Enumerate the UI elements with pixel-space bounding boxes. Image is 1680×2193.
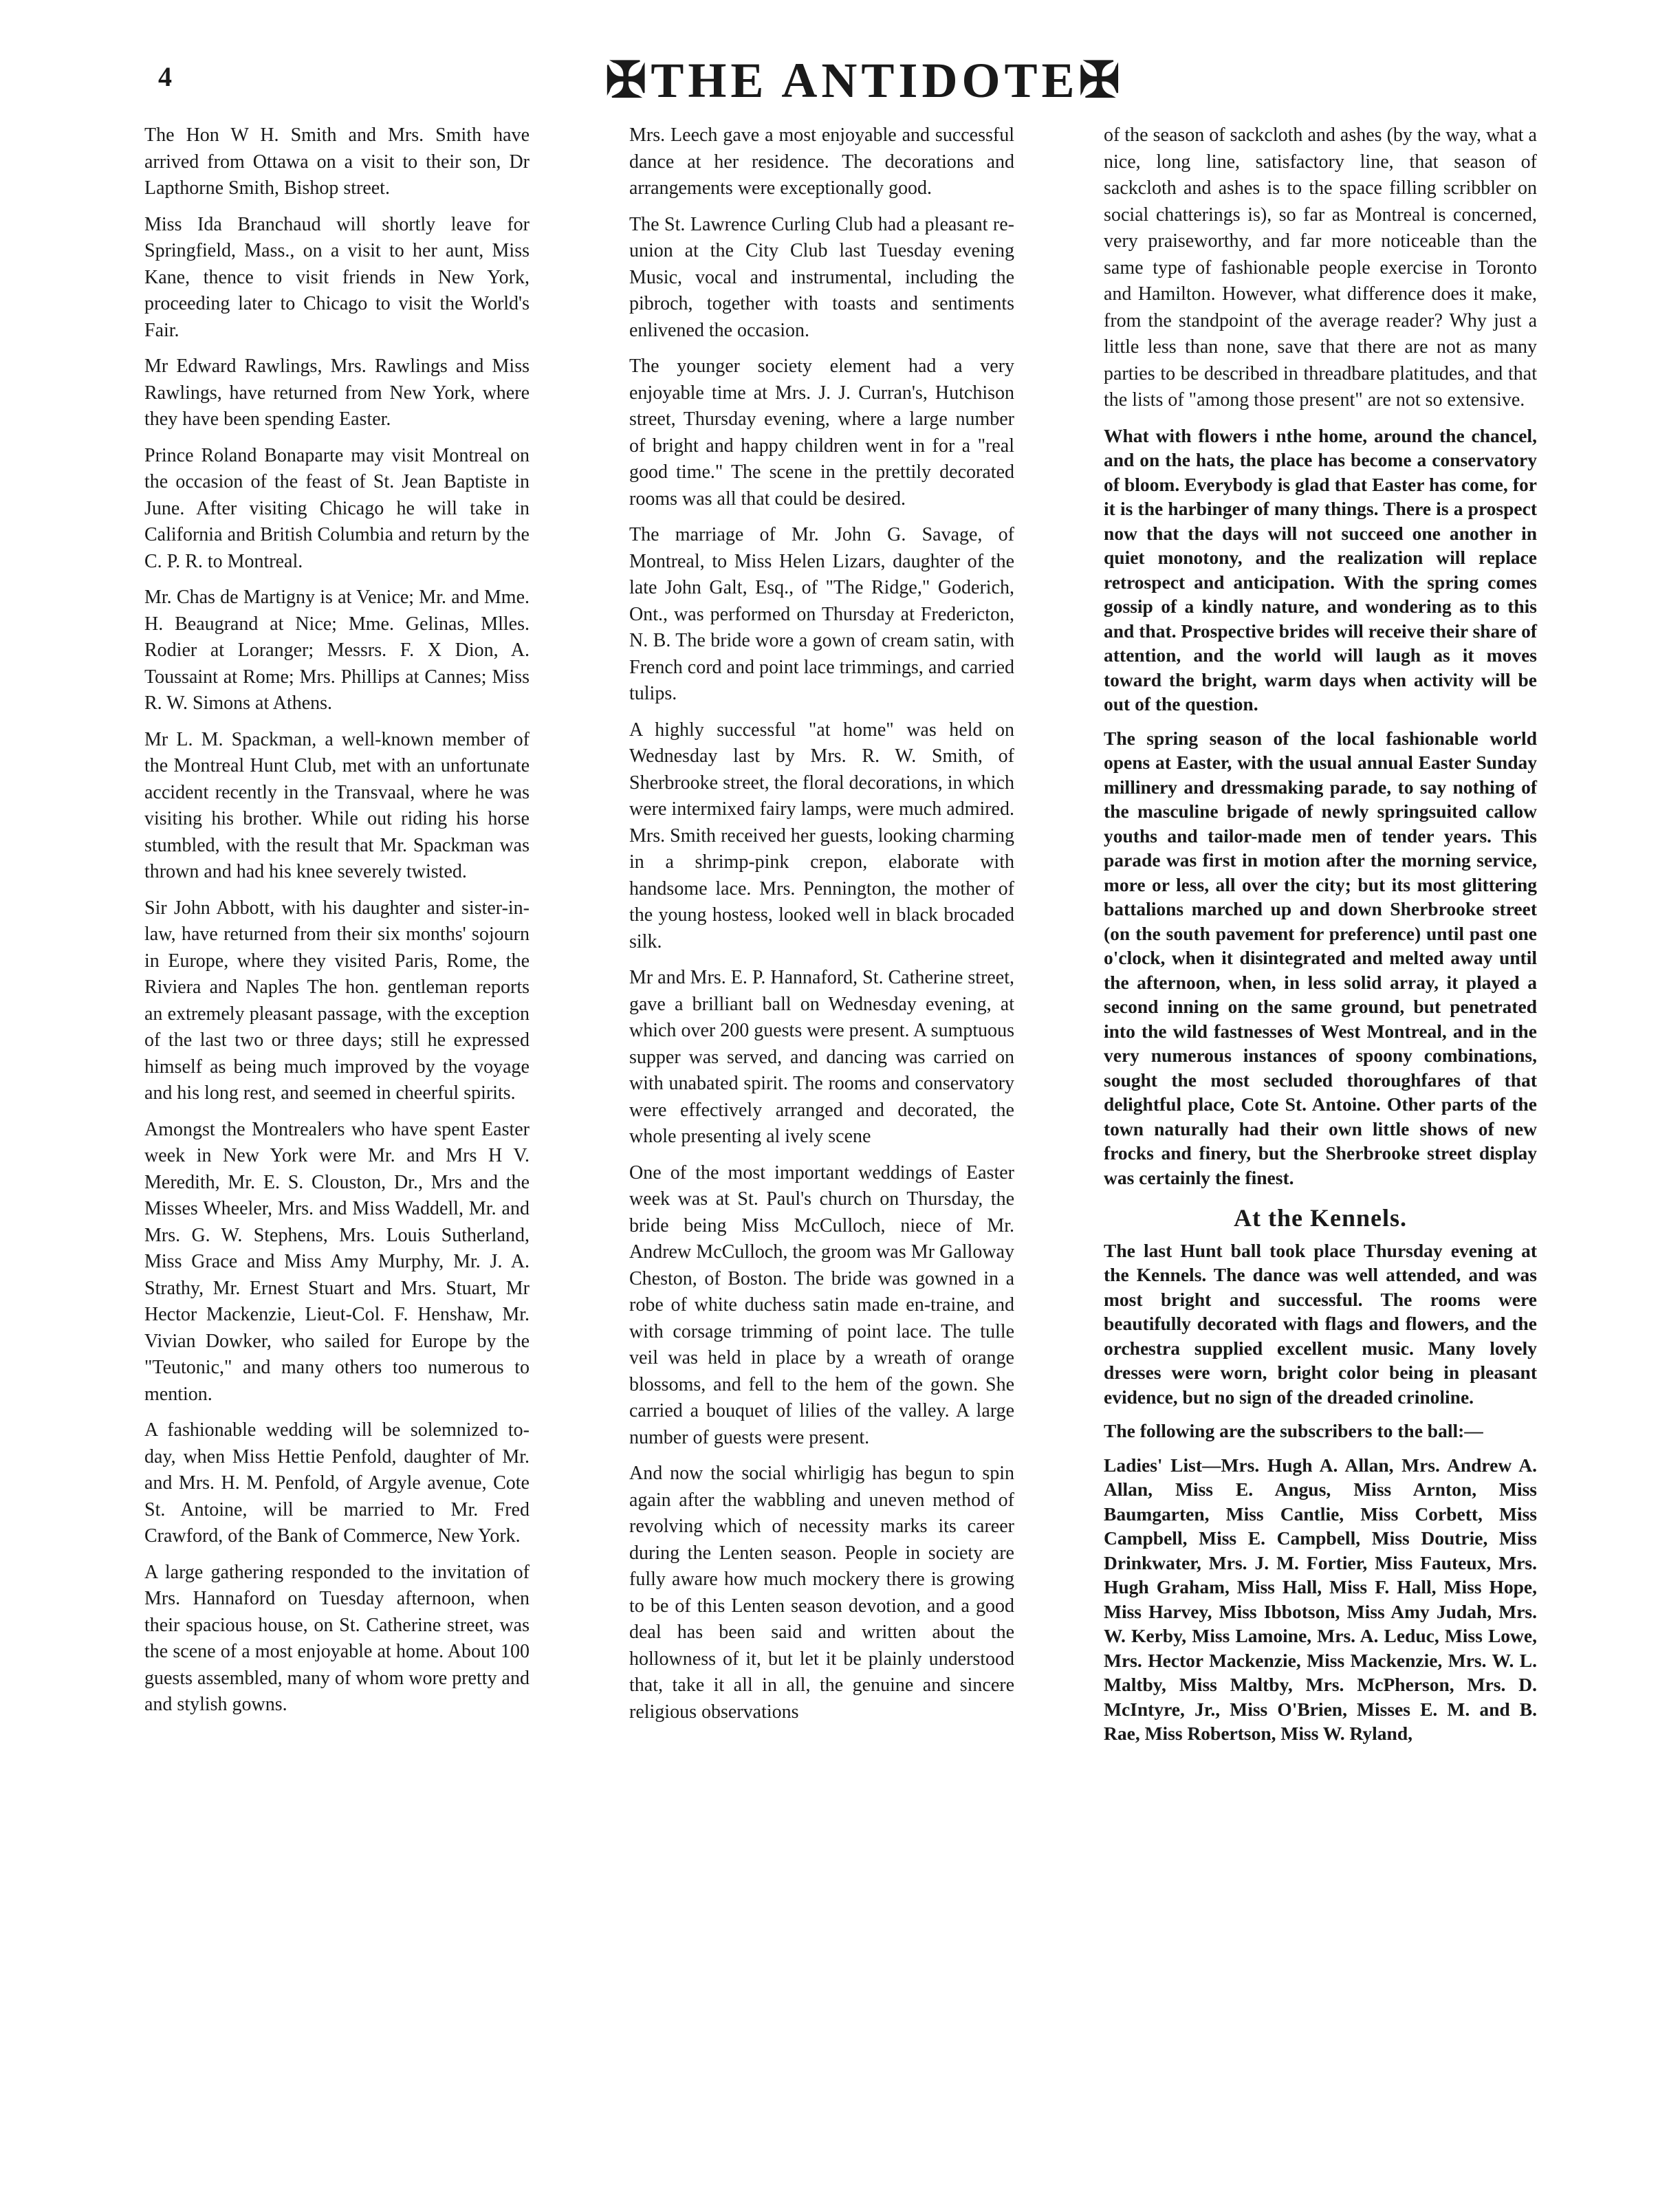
- article-paragraph: The younger society element had a very enjoyable time at Mrs. J. J. Curran's, Hutchison street, Thursday evening, where a large number of bright and happy children went in for a "real good time." The scene in the prettily decorated rooms was all that could be desired.: [629, 356, 1014, 510]
- article-paragraph: Mr Edward Rawlings, Mrs. Rawlings and Miss Rawlings, have returned from New York, where they have been spending Easter.: [144, 356, 530, 430]
- article-paragraph: Sir John Abbott, with his daughter and sister-in-law, have returned from their six months' sojourn in Europe, where they visited Paris, Rome, the Riviera and Naples The hon. gentleman reports an extremely pleasant passage, with the exception of the last two or three days; still he expressed himself as being much improved by the voyage and his long rest, and seemed in cheerful spirits.: [144, 897, 530, 1104]
- article-paragraph: Mr. Chas de Martigny is at Venice; Mr. and Mme. H. Beaugrand at Nice; Mme. Gelinas, Mlles. Rodier at Loranger; Messrs. F. X Dion, A. Toussaint at Rome; Mrs. Phillips at Cannes; Miss R. W. Simons at Athens.: [144, 587, 530, 714]
- article-paragraph: Miss Ida Branchaud will shortly leave for Springfield, Mass., on a visit to her aunt, Miss Kane, thence to visit friends in New York, proceeding later to Chicago to visit the World's Fair.: [144, 213, 530, 341]
- section-heading-kennels: At the Kennels.: [1234, 1204, 1407, 1232]
- column-3: [1104, 122, 1537, 1756]
- article-paragraph: Prince Roland Bonaparte may visit Montreal on the occasion of the feast of St. Jean Baptiste in June. After visiting Chicago he will take in California and British Columbia and return by the C. P. R. to Montreal.: [144, 444, 530, 572]
- article-paragraph: A large gathering responded to the invitation of Mrs. Hannaford on Tuesday afternoon, when their spacious house, on St. Catherine street, was the scene of a most enjoyable at home. About 100 guests assembled, many of whom wore pretty and and stylish gowns.: [144, 1561, 530, 1715]
- article-paragraph: The marriage of Mr. John G. Savage, of Montreal, to Miss Helen Lizars, daughter of the late John Galt, Esq., of "The Ridge," Goderich, Ont., was performed on Thursday at Fredericton, N. B. The bride wore a gown of cream satin, with French cord and point lace trimmings, and carried tulips.: [629, 524, 1014, 704]
- article-paragraph: of the season of sackcloth and ashes (by the way, what a nice, long line, satisfactory line, that season of sackcloth and ashes is to the space filling scribbler on social chatterings is), so far as Montreal is concerned, very praiseworthy, and far more noticeable than the same type of fashionable people exercise in Toronto and Hamilton. However, what difference does it make, from the standpoint of the average reader? Why just a little less than none, save that there are not as many parties to be described in threadbare platitudes, and that the lists of "among those present" are not so extensive.: [1104, 124, 1537, 411]
- article-paragraph: The Hon W H. Smith and Mrs. Smith have arrived from Ottawa on a visit to their son, Dr Lapthorne Smith, Bishop street.: [144, 124, 530, 199]
- article-paragraph: And now the social whirligig has begun to spin again after the wabbling and uneven method of revolving which of necessity marks its career during the Lenten season. People in society are fully aware how much mockery there is growing to be of this Lenten season devotion, and a good deal has been said and written about the hollowness of it, but let it be plainly understood that, take it all in all, the genuine and sincere religious observations: [629, 1463, 1014, 1723]
- article-paragraph: Amongst the Montrealers who have spent Easter week in New York were Mr. and Mrs H V. Meredith, Mr. E. S. Clouston, Dr., Mrs and the Misses Wheeler, Mrs. and Miss Waddell, Mr. and Mrs. G. W. Stephens, Mrs. Louis Sutherland, Miss Grace and Miss Amy Murphy, Mr. J. A. Strathy, Mr. Ernest Stuart and Mrs. Stuart, Mr Hector Mackenzie, Lieut-Col. F. Henshaw, Mr. Vivian Dowker, who sailed for Europe by the "Teutonic," and many others too numerous to mention.: [144, 1118, 530, 1405]
- article-paragraph: Mrs. Leech gave a most enjoyable and successful dance at her residence. The decorations and arrangements were exceptionally good.: [629, 124, 1014, 199]
- article-paragraph: The following are the subscribers to the ball:—: [1104, 1420, 1483, 1441]
- article-paragraph: One of the most important weddings of Easter week was at St. Paul's church on Thursday, the bride being Miss McCulloch, niece of Mr. Andrew McCulloch, the groom was Mr Galloway Cheston, of Boston. The bride was gowned in a robe of white duchess satin made en-traine, and with corsage trimming of point lace. The tulle veil was held in place by a wreath of orange blossoms, and fell to the hem of the gown. She carried a bouquet of lilies of the valley. A large number of guests were present.: [629, 1161, 1014, 1448]
- column-1: [144, 122, 530, 1728]
- article-paragraph: A highly successful "at home" was held on Wednesday last by Mrs. R. W. Smith, of Sherbrooke street, the floral decorations, in which were intermixed fairy lamps, were much admired. Mrs. Smith received her guests, looking charming in a shrimp-pink crepon, elaborate with handsome lace. Mrs. Pennington, the mother of the young hostess, looked well in black brocaded silk.: [629, 719, 1014, 952]
- article-paragraph: The St. Lawrence Curling Club had a pleasant re-union at the City Club last Tuesday evening Music, vocal and instrumental, including the pibroch, together with toasts and sentiments enlivened the occasion.: [629, 213, 1014, 341]
- subscriber-list: Ladies' List—Mrs. Hugh A. Allan, Mrs. Andrew A. Allan, Miss E. Angus, Miss Arnton, Miss Baumgarten, Miss Cantlie, Miss Corbett, Miss Campbell, Miss E. Campbell, Miss Doutrie, Miss Drinkwater, Mrs. J. M. Fortier, Miss Fauteux, Mrs. Hugh Graham, Miss Hall, Miss F. Hall, Miss Hope, Miss Harvey, Miss Ibbotson, Miss Amy Judah, Mrs. W. Kerby, Miss Lamoine, Mrs. A. Leduc, Miss Lowe, Mrs. Hector Mackenzie, Miss Mackenzie, Mrs. W. L. Maltby, Miss Maltby, Mrs. McPherson, Mrs. D. McIntyre, Jr., Miss O'Brien, Misses E. M. and B. Rae, Miss Robertson, Miss W. Ryland,: [1104, 1454, 1537, 1744]
- article-paragraph: The spring season of the local fashionable world opens at Easter, with the usual annual Easter Sunday millinery and dressmaking parade, to say nothing of the masculine brigade of newly springsuited callow youths and tailor-made men of tender years. This parade was first in motion after the morning service, more or less, all over the city; but its most glittering battalions marched up and down Sherbrooke street (on the south pavement for preference) until past one o'clock, when it disintegrated and melted away until the afternoon, when, in less solid array, it played a second inning on the same ground, but penetrated into the wild fastnesses of West Montreal, and in the very numerous instances of spoony combinations, sought the most secluded thoroughfares of that delightful place, Cote St. Antoine. Other parts of the town naturally had their own little shows of new frocks and finery, but the Sherbrooke street display was certainly the finest.: [1104, 727, 1537, 1188]
- article-paragraph: The last Hunt ball took place Thursday evening at the Kennels. The dance was well attended, and was most bright and successful. The rooms were beautifully decorated with flags and flowers, and the orchestra supplied excellent music. Many lovely dresses were worn, bright color being in pleasant evidence, but no sign of the dreaded crinoline.: [1104, 1239, 1537, 1408]
- article-paragraph: Mr L. M. Spackman, a well-known member of the Montreal Hunt Club, met with an unfortunate accident recently in the Transvaal, where he was visiting his brother. While out riding his horse stumbled, with the result that Mr. Spackman was thrown and had his knee severely twisted.: [144, 728, 530, 882]
- column-2: [629, 122, 1014, 1735]
- article-paragraph: Mr and Mrs. E. P. Hannaford, St. Catherine street, gave a brilliant ball on Wednesday evening, at which over 200 guests were present. A sumptuous supper was served, and dancing was carried on with unabated spirit. The rooms and conservatory were effectively arranged and decorated, the whole presenting al ively scene: [629, 967, 1014, 1147]
- page-number: 4: [158, 61, 172, 92]
- article-paragraph: A fashionable wedding will be solemnized to-day, when Miss Hettie Penfold, daughter of Mr. and Mrs. H. M. Penfold, of Argyle avenue, Cote St. Antoine, will be married to Mr. Fred Crawford, of the Bank of Commerce, New York.: [144, 1419, 530, 1547]
- column-3-lower: [1104, 424, 1537, 1746]
- masthead-title: ✠THE ANTIDOTE✠: [605, 53, 1124, 108]
- article-paragraph: What with flowers i nthe home, around the chancel, and on the hats, the place has become a conservatory of bloom. Everybody is glad that Easter has come, for it is the harbinger of many things. There is a prospect now that the days will not succeed one another in quiet monotony, and the realization will replace retrospect and anticipation. With the spring comes gossip of a kindly nature, and wondering as to this and that. Prospective brides will receive their share of attention, and the world will laugh as it moves toward the bright, warm days when activity will be out of the question.: [1104, 424, 1537, 714]
